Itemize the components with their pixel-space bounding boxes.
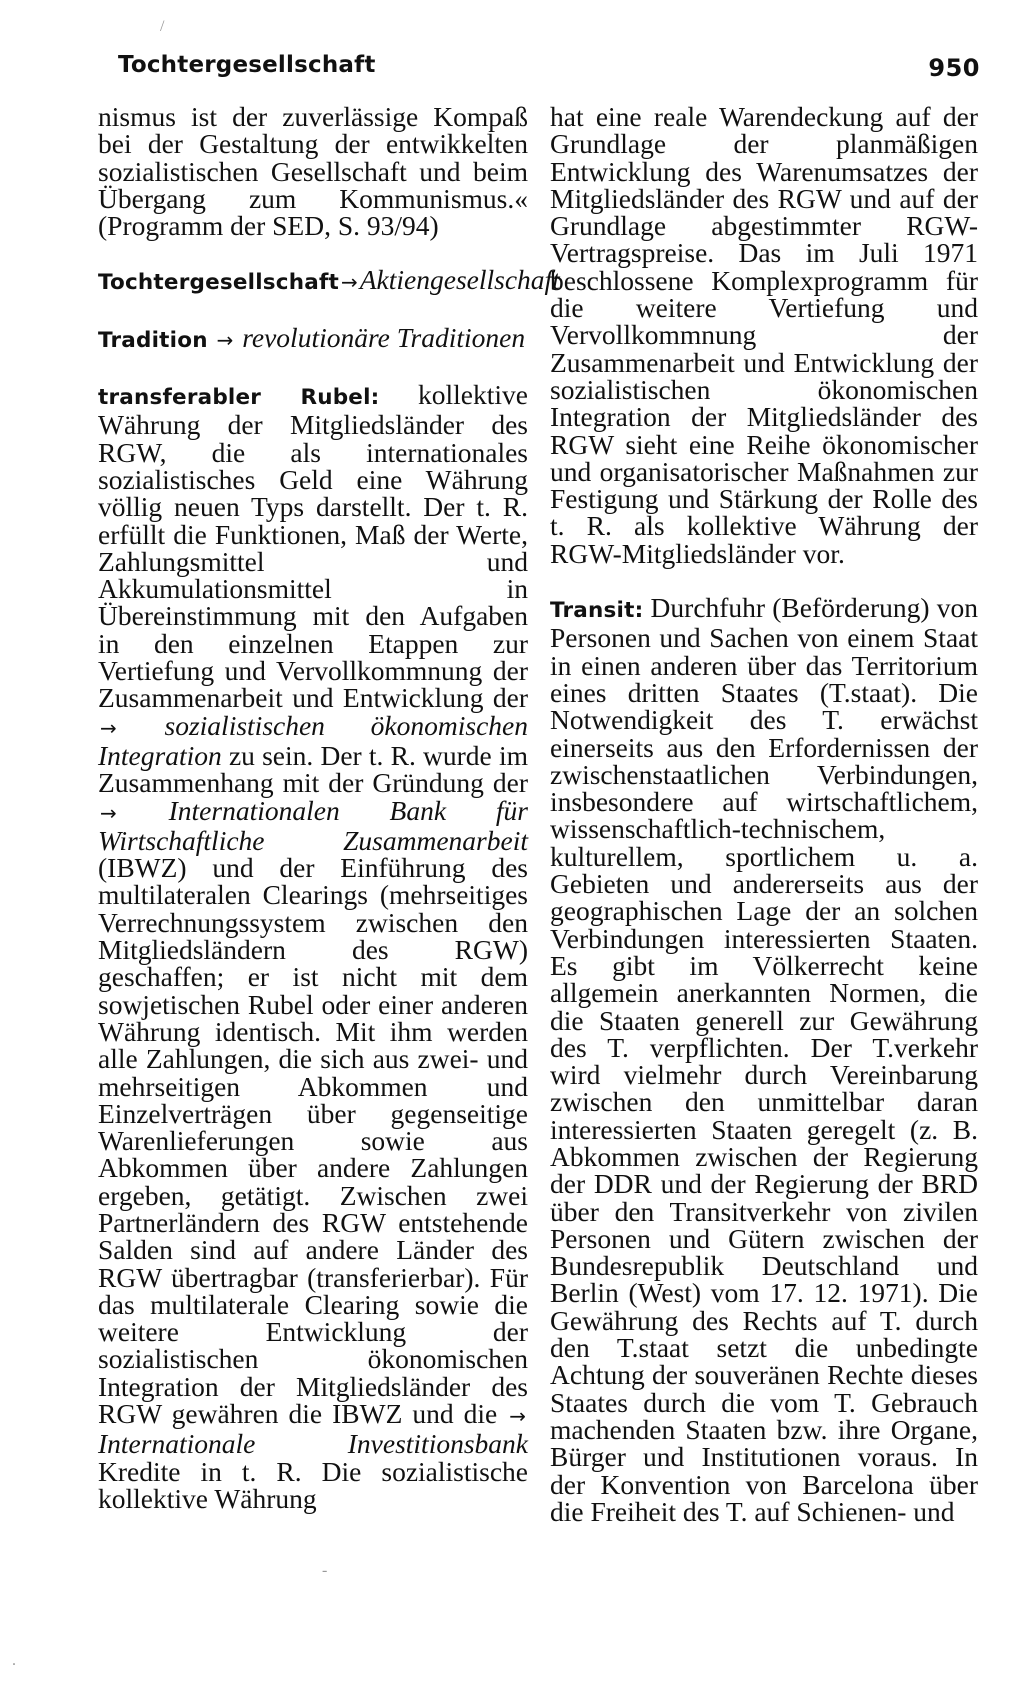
entry-term: Tradition <box>98 327 208 353</box>
scan-mark-corner: . <box>12 1652 16 1669</box>
right-column <box>550 103 978 1525</box>
cross-reference-link: Internationalen Bank für Wirtschaftliche Zusammenarbeit <box>98 794 529 856</box>
entry-term: Tochtergesellschaft <box>98 270 339 296</box>
entry-tochtergesellschaft <box>98 264 560 296</box>
continued-paragraph: hat eine reale Warendeckung auf der Grundlage der planmäßigen Entwicklung des Warenumsatzes der Mitgliedsländer des RGW und auf der Grundlage abgestimmter RGW-Vertragspreise. Das im Juli 1971 beschlossene Komplexprogramm für die weitere Vertiefung und Vervollkommnung der Zusammenarbeit und Entwicklung der sozialistischen ökonomischen Integration der Mitgliedsländer des RGW sieht eine Reihe ökonomischer und organisatorischer Maßnahmen zur Festigung und Stärkung der Rolle des t. R. als kollektive Währung der RGW-Mitgliedsländer vor. <box>550 101 978 569</box>
cross-reference-link: revolutionäre Traditionen <box>242 321 526 353</box>
left-column <box>98 101 560 1514</box>
entry-term: Transit: <box>550 598 644 624</box>
cross-reference-link: Aktiengesellschaft <box>359 264 560 296</box>
cross-reference-arrow-icon: → <box>100 715 117 740</box>
scan-mark-top: / <box>160 18 165 35</box>
cross-reference-arrow-icon: → <box>509 1404 526 1429</box>
entry-term: transferabler Rubel: <box>98 385 380 411</box>
header-title: Tochtergesellschaft <box>118 52 376 78</box>
entry-text: Durchfuhr (Beförderung) von Personen und Sachen von einem Staat in einen anderen über das Territorium eines dritten Staates (T.staat). Die Notwendigkeit des T. erwächst einerseits aus den Erfordernissen der zwischenstaatlichen Verbindungen, insbesondere auf wirtschaftlichem, wissenschaftlich-technischem, kulturellem, sportlichem u. a. Gebieten und andererseits aus der geographischen Lage der an solchen Verbindungen interessierten Staaten. Es gibt im Völkerrecht keine allgemein anerkannten Normen, die die Staaten generell zur Gewährung des T. verpflichten. Der T.verkehr wird vielmehr durch Vereinbarung zwischen den unmittelbar daran interessierten Staaten geregelt (z. B. Abkommen zwischen der Regierung der DDR und der Regierung der BRD über den Transitverkehr von zivilen Personen und Gütern zwischen der Bundesrepublik Deutschland und Berlin (West) vom 17. 12. 1971). Die Gewährung des Rechts auf T. durch den T.staat setzt die unbedingte Achtung der souveränen Rechte dieses Staates durch die vom T. Gebrauch machenden Staaten bzw. ihre Organe, Bürger und Institutionen voraus. In der Konvention von Barcelona über die Freiheit des T. auf Schienen- und <box>550 592 978 1527</box>
continued-paragraph: nismus ist der zuverlässige Kompaß bei der Gestaltung der entwikkelten sozialistischen Gesellschaft und beim Übergang zum Kommunismus.« (Programm der SED, S. 93/94) <box>98 101 528 242</box>
page-number: 950 <box>928 54 980 82</box>
entry-text: zu sein. Der t. R. wurde im Zusammenhang mit der Gründung der <box>98 739 528 799</box>
entry-transferabler-rubel <box>98 381 528 1512</box>
cross-reference-link: sozialistischen ökonomischen Integration <box>98 709 528 771</box>
running-header <box>118 52 980 92</box>
cross-reference-arrow-icon: → <box>100 800 117 825</box>
entry-text: Kredite in t. R. Die sozialistische kollektive Währung <box>98 1455 528 1514</box>
cross-reference-arrow-icon: → <box>216 327 234 352</box>
scan-mark-bottom: - <box>322 1562 328 1579</box>
entry-text: (IBWZ) und der Einführung des multilateralen Clearings (mehrseitiges Verrechnungssystem zwischen den Mitgliedsländern des RGW) geschaffen; er ist nicht mit dem sowjetischen Rubel oder einer anderen Währung identisch. Mit ihm werden alle Zahlungen, die sich aus zwei- und mehrseitigen Abkommen und Einzelverträgen über gegenseitige Warenlieferungen sowie aus Abkommen über andere Zahlungen ergeben, getätigt. Zwischen zwei Partnerländern des RGW entstehende Salden sind auf andere Länder des RGW übertragbar (transferierbar). Für das multilaterale Clearing sowie die weitere Entwicklung der sozialistischen ökonomischen Integration der Mitgliedsländer des RGW gewähren die IBWZ und die <box>98 852 528 1430</box>
entry-tradition <box>98 321 528 354</box>
entry-transit <box>550 594 978 1525</box>
cross-reference-link: Internationale Investitionsbank <box>98 1428 528 1460</box>
entry-text: kollektive Währung der Mitgliedsländer des RGW, die als internationales sozialistisches Geld eine Währung völlig neuen Typs darstellt. Der t. R. erfüllt die Funktionen, Maß der Werte, Zahlungsmittel und Akkumulationsmittel in Übereinstimmung mit den Aufgaben in den einzelnen Etappen zur Vertiefung und Vervollkommnung der Zusammenarbeit und Entwicklung der <box>98 379 528 714</box>
cross-reference-arrow-icon: → <box>340 270 358 295</box>
